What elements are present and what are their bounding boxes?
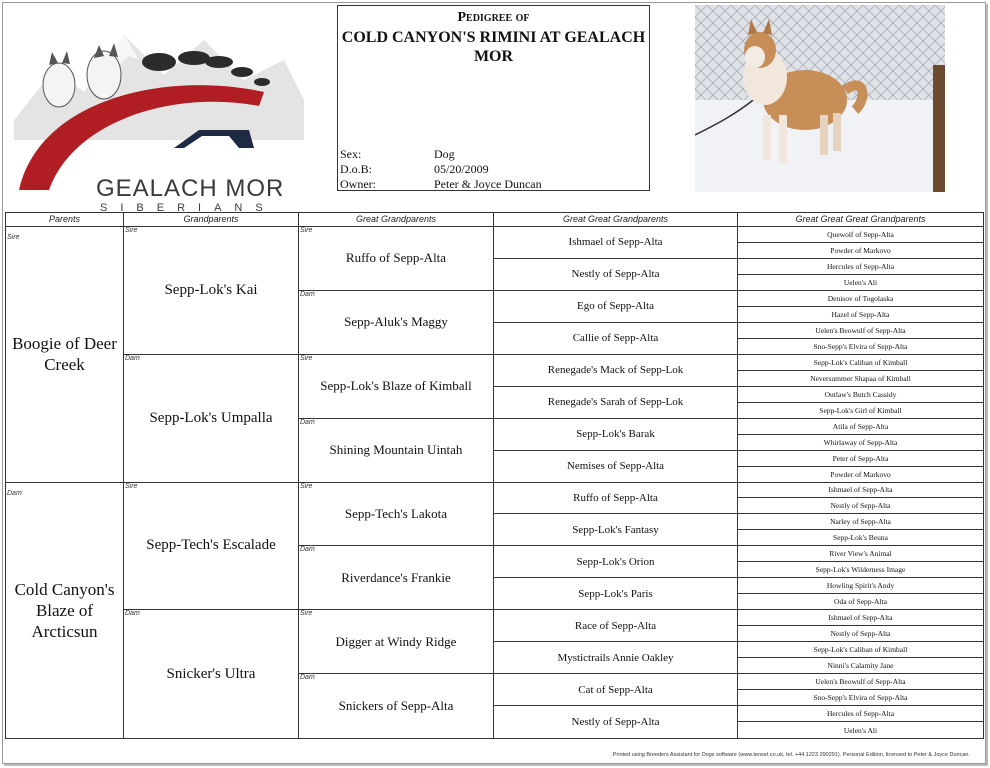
dog-name: Riverdance's Frankie <box>341 569 451 585</box>
great-grandparent-cell <box>299 483 494 547</box>
dog-name: Ishmael of Sepp-Alta <box>568 236 663 249</box>
great-great-great-grandparent-cell <box>738 435 983 451</box>
dog-name: Nestly of Sepp-Alta <box>830 629 891 639</box>
great-great-grandparent-cell <box>494 451 738 483</box>
sire-tag: Sire <box>125 227 138 234</box>
dog-name: Narley of Sepp-Alta <box>830 517 891 527</box>
great-great-great-grandparent-cell <box>738 722 983 738</box>
dog-name: Sepp-Lok's Orion <box>576 555 655 568</box>
dam-tag: Dam <box>7 489 22 497</box>
logo-artwork <box>14 30 304 195</box>
parent-cell <box>6 483 124 739</box>
great-great-grandparent-cell <box>494 259 738 291</box>
great-great-great-grandparent-cell <box>738 467 983 483</box>
dog-name: Sno-Sepp's Elvira of Sepp-Alta <box>813 341 908 351</box>
dog-name: Snickers of Sepp-Alta <box>338 698 454 714</box>
dam-tag: Dam <box>125 610 140 618</box>
great-great-grandparent-cell <box>494 674 738 706</box>
dam-tag: Dam <box>300 418 315 426</box>
header-great-great-great-grandparents: Great Great Great Grandparents <box>738 213 983 227</box>
dog-name: Hercules of Sepp-Alta <box>826 261 895 271</box>
great-great-great-grandparent-cell <box>738 355 983 371</box>
great-great-great-grandparent-cell <box>738 690 983 706</box>
great-grandparent-cell <box>299 610 494 674</box>
info-label: Sex: <box>340 147 362 161</box>
dog-name: Sepp-Lok's Caliban of Kimball <box>813 357 908 367</box>
great-great-great-grandparent-cell <box>738 578 983 594</box>
great-great-great-grandparent-cell <box>738 706 983 722</box>
dog-name: Uelen's Ali <box>843 725 878 735</box>
header-great-great-grandparents: Great Great Grandparents <box>494 213 738 227</box>
dog-name: Sepp-Lok's Fantasy <box>572 523 659 536</box>
dog-name: Outlaw's Butch Cassidy <box>824 389 897 399</box>
info-value: 05/20/2009 <box>434 162 489 176</box>
great-grandparent-cell <box>299 227 494 291</box>
great-great-great-grandparent-cell <box>738 387 983 403</box>
dog-name: Sno-Sepp's Elvira of Sepp-Alta <box>813 693 908 703</box>
sire-tag: Sire <box>300 482 313 490</box>
dog-name: Uelen's Beowulf of Sepp-Alta <box>815 325 906 335</box>
pedigree-table <box>5 212 984 739</box>
great-great-great-grandparent-cell <box>738 674 983 690</box>
dog-name: Howling Spirit's Andy <box>826 581 895 591</box>
dog-name: Sepp-Aluk's Maggy <box>344 314 448 330</box>
info-label: D.o.B: <box>340 162 373 176</box>
great-great-grandparent-cell <box>494 706 738 738</box>
sire-tag: Sire <box>125 482 138 490</box>
great-great-great-grandparent-cell <box>738 451 983 467</box>
dog-name-title: COLD CANYON'S RIMINI AT GEALACH MOR <box>341 29 646 65</box>
dog-name: Denisov of Togolaska <box>827 293 894 303</box>
dog-name: Hercules of Sepp-Alta <box>826 709 895 719</box>
dog-name: Nestly of Sepp-Alta <box>571 716 660 729</box>
dog-name: Sepp-Lok's Beuna <box>833 533 888 543</box>
great-great-great-grandparent-cell <box>738 259 983 275</box>
grandparent-cell <box>124 355 299 483</box>
header-grandparents: Grandparents <box>124 213 299 227</box>
dog-name: Shining Mountain Uintah <box>329 442 463 458</box>
great-great-great-grandparent-cell <box>738 546 983 562</box>
dog-name: Sepp-Tech's Escalade <box>146 537 276 554</box>
dam-tag: Dam <box>125 354 140 362</box>
dog-name: Uelen's Ali <box>843 277 878 287</box>
info-value: Peter & Joyce Duncan <box>434 177 542 191</box>
great-great-grandparent-cell <box>494 483 738 515</box>
dog-name: Powder of Markovo <box>830 469 891 479</box>
dog-name: Ishmael of Sepp-Alta <box>828 485 893 495</box>
great-great-great-grandparent-cell <box>738 483 983 499</box>
great-great-grandparent-cell <box>494 578 738 610</box>
great-great-great-grandparent-cell <box>738 419 983 435</box>
great-grandparent-cell <box>299 546 494 610</box>
dog-name: Renegade's Mack of Sepp-Lok <box>547 364 684 377</box>
dog-name: Sepp-Lok's Kai <box>164 281 258 298</box>
great-great-grandparent-cell <box>494 546 738 578</box>
dog-name: Cold Canyon's Blaze of Arcticsun <box>14 579 115 641</box>
great-great-grandparent-cell <box>494 642 738 674</box>
grandparent-cell <box>124 610 299 738</box>
great-grandparent-cell <box>299 355 494 419</box>
dog-name: Sepp-Lok's Barak <box>576 428 655 441</box>
parent-cell <box>6 227 124 483</box>
dog-name: Quewolf of Sepp-Alta <box>827 229 894 239</box>
dam-tag: Dam <box>300 546 315 554</box>
great-great-great-grandparent-cell <box>738 339 983 355</box>
great-great-great-grandparent-cell <box>738 530 983 546</box>
dog-name: Oda of Sepp-Alta <box>834 597 887 607</box>
great-great-great-grandparent-cell <box>738 323 983 339</box>
great-great-great-grandparent-cell <box>738 275 983 291</box>
great-great-great-grandparent-cell <box>738 658 983 674</box>
great-great-great-grandparent-cell <box>738 562 983 578</box>
dog-name: Ninni's Calamity Jane <box>827 661 894 671</box>
great-great-great-grandparent-cell <box>738 642 983 658</box>
dog-name: Mystictrails Annie Oakley <box>557 651 674 664</box>
info-value: Dog <box>434 147 455 161</box>
dog-name: Ego of Sepp-Alta <box>577 300 654 313</box>
great-great-great-grandparent-cell <box>738 594 983 610</box>
sire-tag: Sire <box>300 610 313 618</box>
dog-name: Sepp-Tech's Lakota <box>344 505 448 521</box>
dog-name: Nemises of Sepp-Alta <box>566 460 665 473</box>
great-great-great-grandparent-cell <box>738 498 983 514</box>
great-great-great-grandparent-cell <box>738 291 983 307</box>
title-box <box>337 5 650 191</box>
dog-name: Nestly of Sepp-Alta <box>830 501 891 511</box>
dog-name: Peter of Sepp-Alta <box>832 453 889 463</box>
dog-name: Boogie of Deer Creek <box>12 334 117 375</box>
sire-tag: Sire <box>7 234 20 241</box>
dog-name: Ruffo of Sepp-Alta <box>345 250 447 266</box>
great-great-grandparent-cell <box>494 291 738 323</box>
great-great-great-grandparent-cell <box>738 371 983 387</box>
dog-name: Renegade's Sarah of Sepp-Lok <box>547 396 684 409</box>
dog-name: Neversummer Shapaa of Kimball <box>810 373 911 383</box>
great-great-grandparent-cell <box>494 514 738 546</box>
logo-brand-text: GEALACH MOR <box>96 175 285 202</box>
header-parents: Parents <box>6 213 124 227</box>
dog-name: Sepp-Lok's Umpalla <box>149 409 273 426</box>
great-great-grandparent-cell <box>494 355 738 387</box>
great-great-grandparent-cell <box>494 227 738 259</box>
dog-name: Ruffo of Sepp-Alta <box>573 491 658 504</box>
great-great-great-grandparent-cell <box>738 514 983 530</box>
great-great-great-grandparent-cell <box>738 610 983 626</box>
grandparent-cell <box>124 483 299 611</box>
dog-name: Uelen's Beowulf of Sepp-Alta <box>815 677 906 687</box>
dog-name: Sepp-Lok's Girl of Kimball <box>819 405 902 415</box>
info-label: Owner: <box>340 177 376 191</box>
dam-tag: Dam <box>300 674 315 682</box>
great-great-great-grandparent-cell <box>738 403 983 419</box>
great-great-grandparent-cell <box>494 323 738 355</box>
great-grandparent-cell <box>299 291 494 355</box>
dog-name: Sepp-Lok's Caliban of Kimball <box>813 645 908 655</box>
dog-name: Powder of Markovo <box>830 245 891 255</box>
dog-name: Snicker's Ultra <box>166 665 256 682</box>
great-great-grandparent-cell <box>494 419 738 451</box>
pedigree-heading: Pedigree of <box>457 10 530 25</box>
footer-credit: Printed using Breeders Assistant for Dogs software (www.tenset.co.uk, tel. +44 1223 290291). Personal Edition, licensed to Peter & Joyce Duncan. <box>612 752 970 758</box>
great-great-grandparent-cell <box>494 610 738 642</box>
dog-name: Whirlaway of Sepp-Alta <box>823 437 898 447</box>
dog-name: Cat of Sepp-Alta <box>578 683 653 696</box>
dog-name: Race of Sepp-Alta <box>574 619 657 632</box>
dog-name: Hazel of Sepp-Alta <box>831 309 890 319</box>
grandparent-cell <box>124 227 299 355</box>
dog-name: Nestly of Sepp-Alta <box>571 268 660 281</box>
logo-subtitle-text: SIBERIANS <box>100 202 276 214</box>
great-grandparent-cell <box>299 674 494 738</box>
dog-name: Callie of Sepp-Alta <box>572 332 659 345</box>
dog-name: Sepp-Lok's Wilderness Image <box>815 565 906 575</box>
dam-tag: Dam <box>300 290 315 298</box>
sire-tag: Sire <box>300 354 313 362</box>
dog-photo <box>695 5 945 192</box>
great-great-great-grandparent-cell <box>738 307 983 323</box>
dog-name: Ishmael of Sepp-Alta <box>828 613 893 623</box>
great-great-great-grandparent-cell <box>738 243 983 259</box>
great-great-great-grandparent-cell <box>738 626 983 642</box>
great-great-grandparent-cell <box>494 387 738 419</box>
great-grandparent-cell <box>299 419 494 483</box>
dog-name: Sepp-Lok's Blaze of Kimball <box>320 378 472 394</box>
dog-name: Atila of Sepp-Alta <box>832 421 889 431</box>
dog-name: Digger at Windy Ridge <box>335 633 457 649</box>
dog-name: River View's Animal <box>829 549 892 559</box>
sire-tag: Sire <box>300 227 313 234</box>
header-great-grandparents: Great Grandparents <box>299 213 494 227</box>
dog-name: Sepp-Lok's Paris <box>578 587 653 600</box>
kennel-logo <box>14 30 304 214</box>
great-great-great-grandparent-cell <box>738 227 983 243</box>
